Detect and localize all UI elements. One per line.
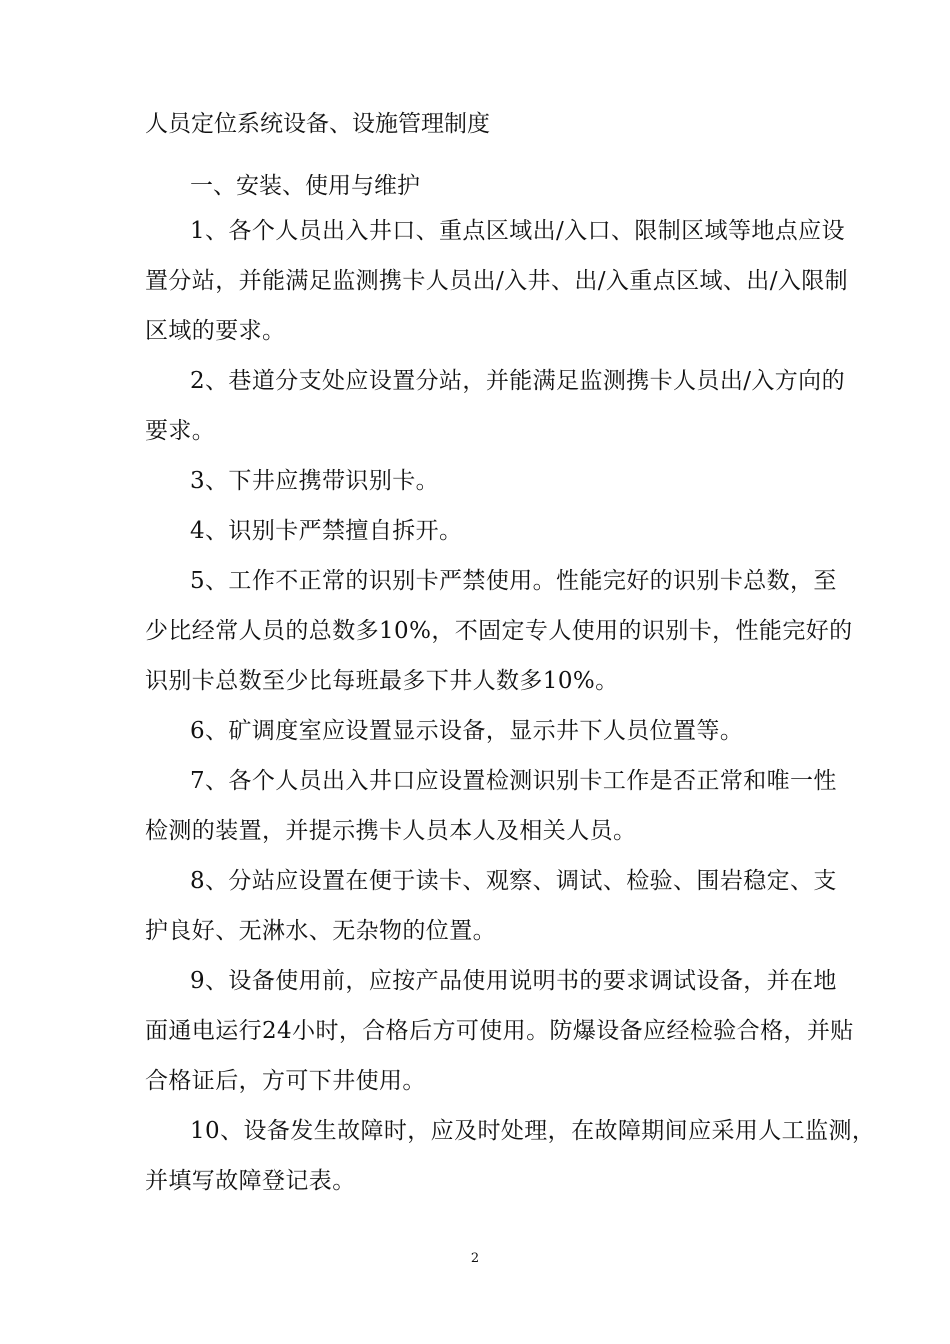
paragraph-line: 3、下井应携带识别卡。: [190, 468, 440, 494]
page-number: 2: [470, 1251, 480, 1266]
paragraph-line: 置分站，并能满足监测携卡人员出/入井、出/入重点区域、出/入限制: [145, 268, 849, 294]
paragraph-8: [145, 856, 837, 956]
paragraph-1: [145, 206, 849, 356]
section-heading: 一、安装、使用与维护: [190, 173, 420, 199]
paragraph-line: 面通电运行24小时，合格后方可使用。防爆设备应经检验合格，并贴: [145, 1018, 854, 1044]
paragraph-5: [145, 556, 853, 706]
body-text: [145, 206, 876, 1206]
paragraph-line: 4、识别卡严禁擅自拆开。: [190, 518, 463, 544]
paragraph-line: 检测的装置，并提示携卡人员本人及相关人员。: [145, 818, 637, 844]
paragraph-line: 少比经常人员的总数多10%，不固定专人使用的识别卡，性能完好的: [145, 618, 853, 644]
paragraph-6: [145, 706, 810, 756]
paragraph-line: 要求。: [145, 418, 216, 444]
paragraph-line: 5、工作不正常的识别卡严禁使用。性能完好的识别卡总数，至: [190, 568, 837, 594]
paragraph-4: [145, 506, 810, 556]
paragraph-9: [145, 956, 854, 1106]
paragraph-10: [145, 1106, 876, 1206]
paragraph-line: 区域的要求。: [145, 318, 286, 344]
paragraph-line: 2、巷道分支处应设置分站，并能满足监测携卡人员出/入方向的: [190, 368, 845, 394]
paragraph-line: 8、分站应设置在便于读卡、观察、调试、检验、围岩稳定、支: [190, 868, 837, 894]
paragraph-3: [145, 456, 810, 506]
paragraph-line: 护良好、无淋水、无杂物的位置。: [145, 918, 496, 944]
paragraph-line: 7、各个人员出入井口应设置检测识别卡工作是否正常和唯一性: [190, 768, 837, 794]
paragraph-line: 1、各个人员出入井口、重点区域出/入口、限制区域等地点应设: [190, 218, 845, 244]
paragraph-2: [145, 356, 845, 456]
paragraph-line: 10、设备发生故障时，应及时处理，在故障期间应采用人工监测，: [190, 1118, 876, 1144]
paragraph-line: 6、矿调度室应设置显示设备，显示井下人员位置等。: [190, 718, 744, 744]
paragraph-line: 并填写故障登记表。: [145, 1168, 356, 1194]
paragraph-line: 合格证后，方可下井使用。: [145, 1068, 426, 1094]
document-title: 人员定位系统设备、设施管理制度: [145, 111, 490, 137]
paragraph-line: 识别卡总数至少比每班最多下井人数多10%。: [145, 668, 619, 694]
paragraph-7: [145, 756, 837, 856]
paragraph-line: 9、设备使用前，应按产品使用说明书的要求调试设备，并在地: [190, 968, 837, 994]
